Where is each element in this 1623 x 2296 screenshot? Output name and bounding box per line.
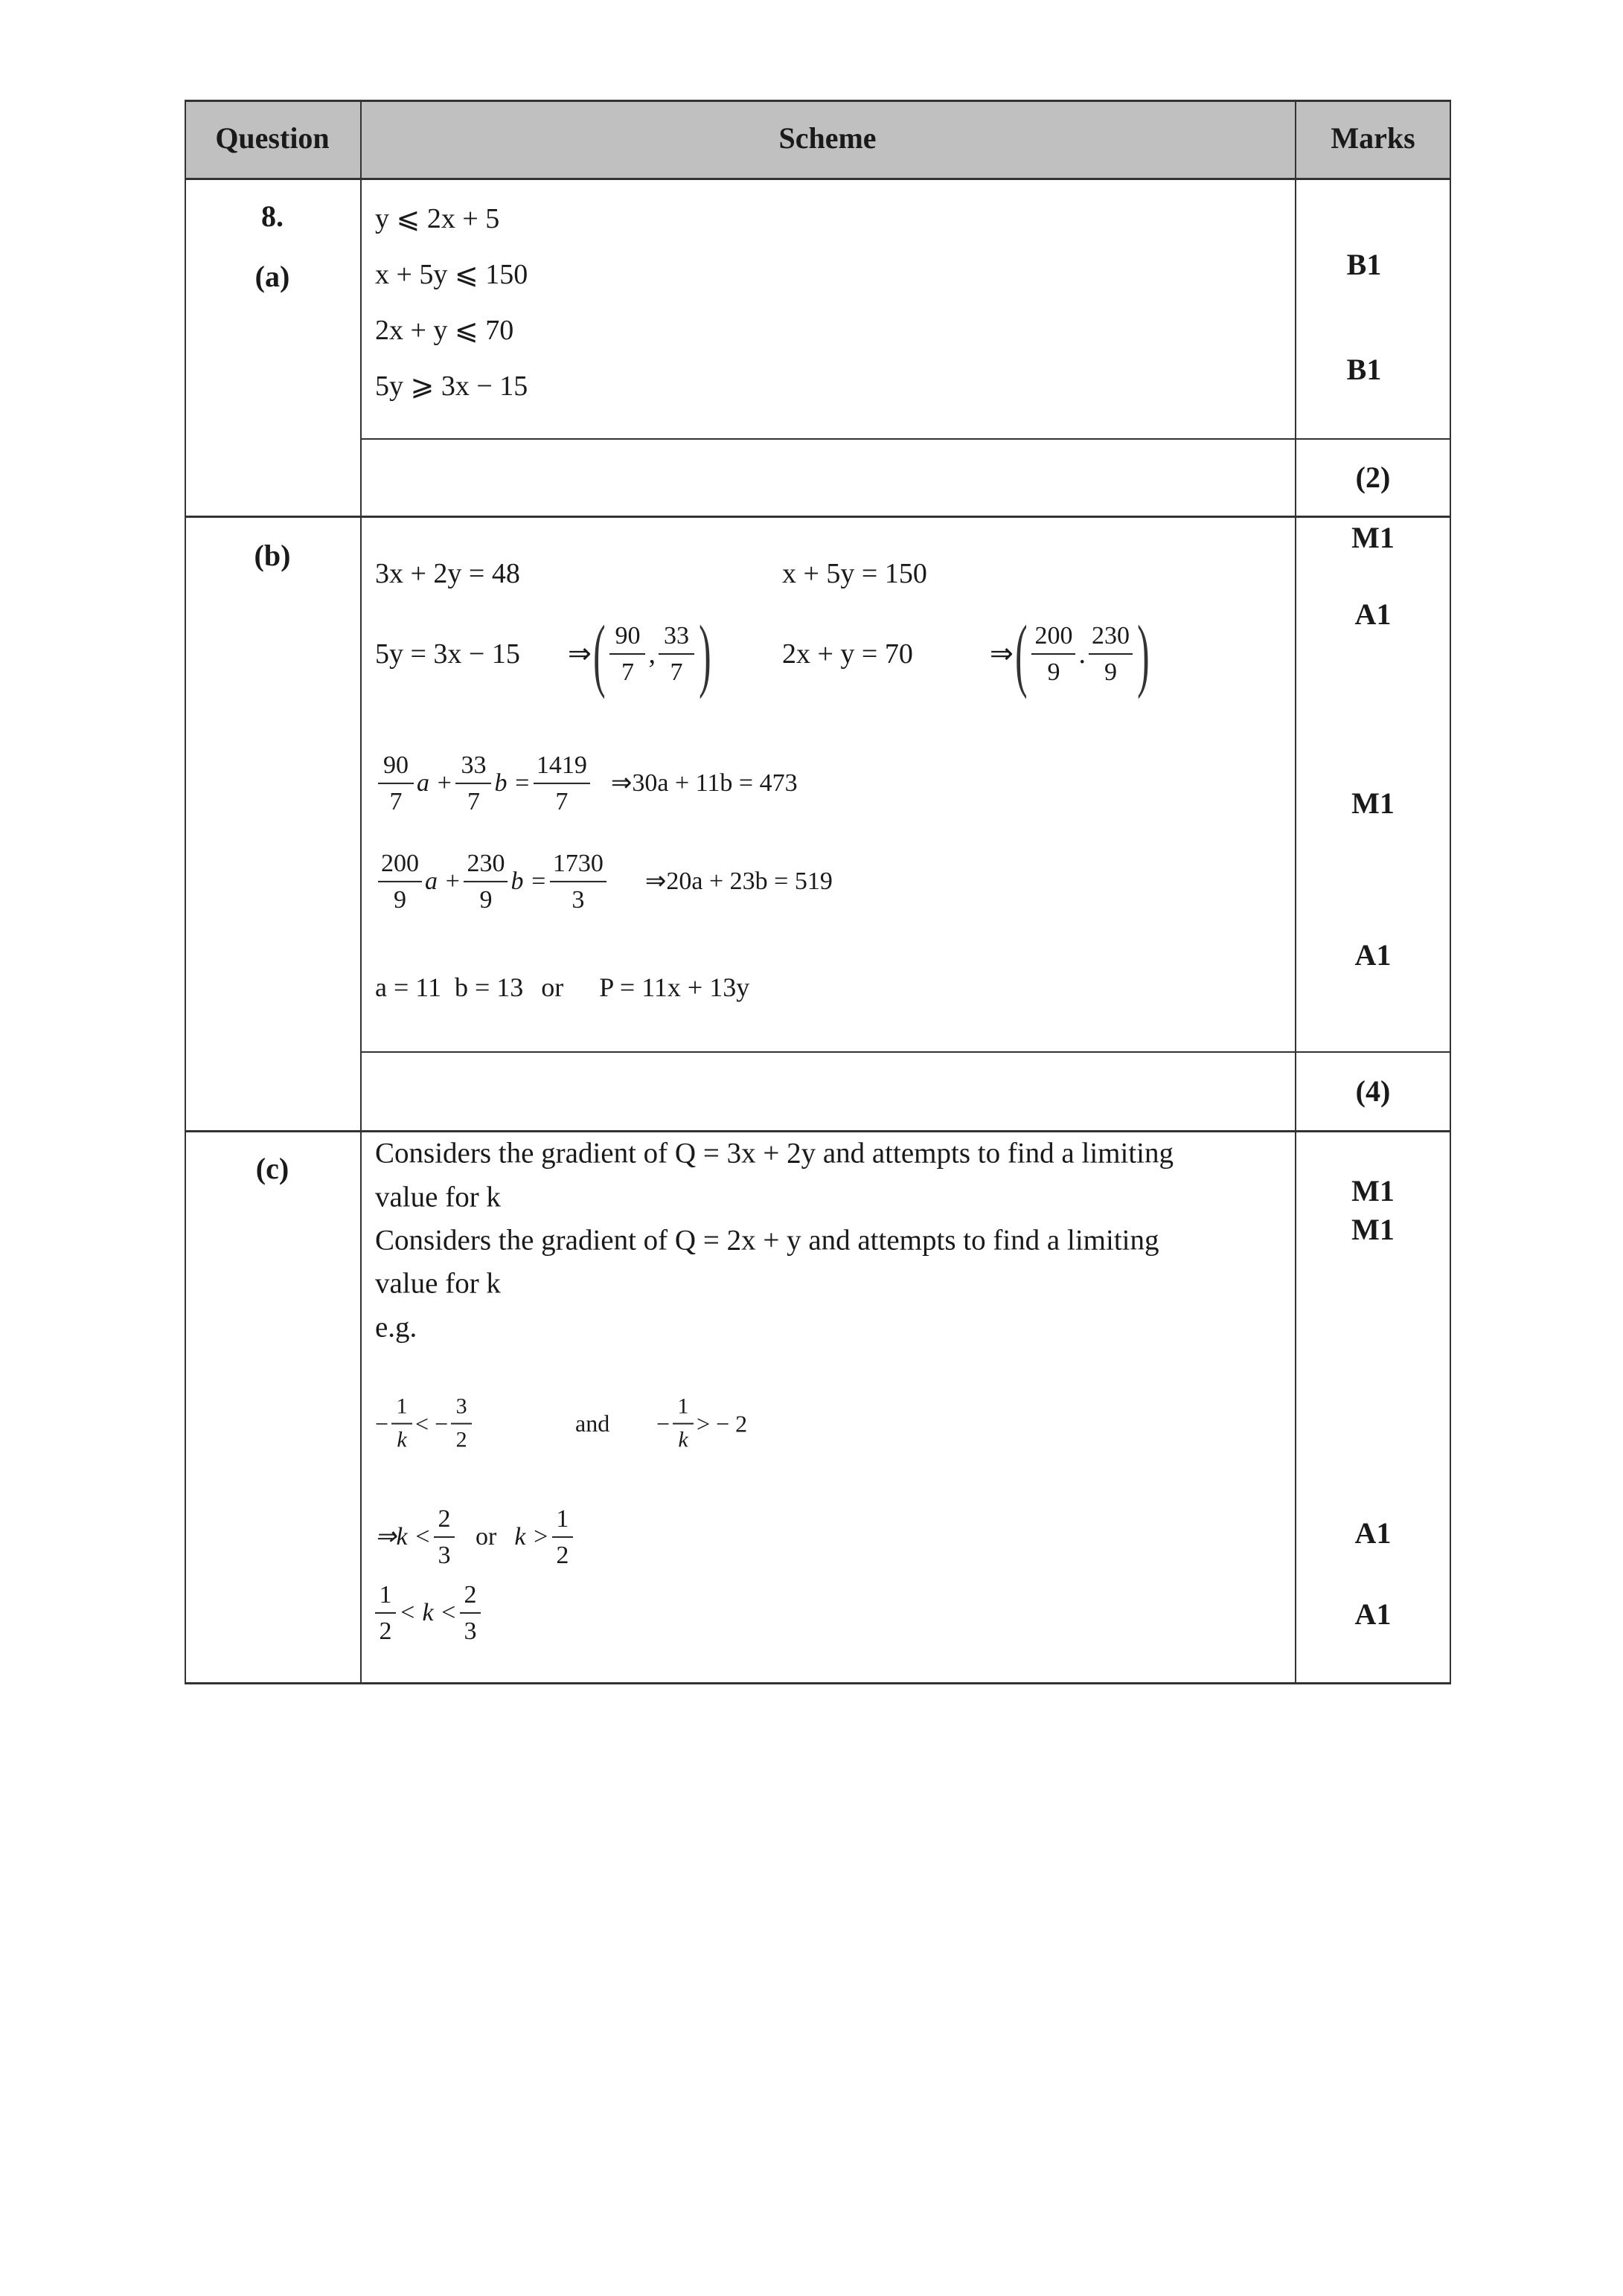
- or-text: or: [541, 972, 564, 1002]
- row-divider: [360, 1051, 1451, 1053]
- vertex-point-1: [568, 609, 713, 699]
- mark: M1: [1351, 786, 1395, 820]
- numerator: 230: [464, 849, 508, 882]
- explanation-line: Considers the gradient of Q = 2x + y and attempts to find a limiting: [375, 1224, 1159, 1257]
- paren: (: [592, 609, 606, 699]
- denominator: 7: [467, 788, 480, 815]
- numerator: 200: [1031, 621, 1075, 655]
- numerator: 2: [460, 1580, 481, 1614]
- explanation-line: e.g.: [375, 1311, 417, 1344]
- implies-arrow: ⇒: [990, 638, 1014, 670]
- paren: ): [699, 609, 711, 699]
- numerator: 230: [1089, 621, 1133, 655]
- answer: [375, 974, 749, 1001]
- col-border: [360, 100, 362, 1684]
- mark: M1: [1351, 521, 1395, 554]
- term: b =: [494, 769, 531, 797]
- and-text: and: [575, 1410, 610, 1437]
- mark: A1: [1354, 1597, 1392, 1631]
- numerator: 1: [552, 1504, 573, 1538]
- part-a-total: (2): [1355, 461, 1391, 494]
- row-divider: [185, 516, 1451, 518]
- or-text: or: [476, 1523, 497, 1551]
- denominator: 9: [1047, 658, 1060, 686]
- numerator: 200: [378, 849, 422, 882]
- numerator: 1: [375, 1580, 396, 1614]
- term: a +: [425, 868, 461, 895]
- denominator: 7: [670, 658, 683, 686]
- separator: .: [1078, 638, 1086, 670]
- denominator: 7: [389, 788, 403, 815]
- col-border: [185, 100, 186, 1684]
- denominator: k: [678, 1427, 688, 1452]
- explanation-line: Considers the gradient of Q = 3x + 2y and attempts to find a limiting: [375, 1137, 1174, 1170]
- denominator: 9: [479, 886, 493, 914]
- k-greater: k >: [514, 1523, 549, 1551]
- numerator: 1419: [534, 751, 590, 784]
- final-range: [372, 1580, 484, 1646]
- equation: x + 5y = 150: [782, 558, 927, 589]
- question-number: 8.: [261, 199, 284, 233]
- inequality: 5y ⩾ 3x − 15: [375, 371, 528, 402]
- numerator: 1730: [550, 849, 606, 882]
- operator: > − 2: [697, 1410, 748, 1437]
- mark: M1: [1351, 1174, 1395, 1208]
- part-a-label: (a): [255, 260, 290, 293]
- vertex-point-2: [990, 609, 1151, 699]
- denominator: 9: [394, 886, 406, 914]
- minus: −: [375, 1410, 389, 1437]
- denominator: 2: [455, 1427, 467, 1452]
- inequality-1: [375, 1394, 475, 1453]
- implies-arrow: ⇒: [568, 638, 592, 670]
- objective-equation-1: [375, 751, 798, 816]
- inequality: y ⩽ 2x + 5: [375, 203, 500, 234]
- mark: B1: [1346, 248, 1382, 281]
- explanation-line: value for k: [375, 1267, 501, 1300]
- mark: B1: [1346, 353, 1382, 386]
- table-border-bottom: [185, 1682, 1451, 1684]
- header-scheme: Scheme: [778, 121, 877, 155]
- mark: A1: [1354, 1516, 1392, 1550]
- numerator: 2: [434, 1504, 455, 1538]
- mark: A1: [1354, 597, 1392, 631]
- numerator: 33: [659, 621, 694, 655]
- inequality: 2x + y ⩽ 70: [375, 315, 514, 346]
- numerator: 90: [378, 751, 414, 784]
- result: ⇒20a + 23b = 519: [644, 868, 833, 895]
- numerator: 90: [609, 621, 645, 655]
- denominator: 2: [379, 1617, 392, 1645]
- operator: < k <: [399, 1599, 457, 1626]
- numerator: 1: [391, 1394, 412, 1425]
- term: a +: [417, 769, 453, 797]
- k-bounds: [375, 1504, 576, 1570]
- term: b =: [510, 868, 547, 895]
- separator: ,: [648, 638, 656, 670]
- objective-equation-2: [375, 849, 833, 914]
- inequality-2: [656, 1394, 747, 1453]
- denominator: 2: [556, 1542, 569, 1569]
- numerator: 1: [673, 1394, 694, 1425]
- denominator: 9: [1104, 658, 1117, 686]
- paren: (: [1014, 609, 1028, 699]
- equation: 2x + y = 70: [782, 638, 913, 670]
- header-divider: [185, 178, 1451, 180]
- inequality: x + 5y ⩽ 150: [375, 259, 528, 290]
- numerator: 3: [451, 1394, 472, 1425]
- header-question: Question: [215, 121, 330, 155]
- denominator: k: [397, 1427, 407, 1452]
- mark: M1: [1351, 1213, 1395, 1246]
- denominator: 3: [464, 1617, 477, 1645]
- denominator: 3: [438, 1542, 451, 1569]
- operator: < −: [415, 1410, 449, 1437]
- row-divider: [360, 438, 1451, 440]
- minus: −: [656, 1410, 670, 1437]
- equation: 5y = 3x − 15: [375, 638, 520, 670]
- col-border: [1295, 100, 1296, 1684]
- objective-function: P = 11x + 13y: [599, 972, 750, 1002]
- paren: ): [1137, 609, 1150, 699]
- equation: 3x + 2y = 48: [375, 558, 520, 589]
- col-border: [1450, 100, 1451, 1684]
- denominator: 7: [621, 658, 634, 686]
- result: ⇒30a + 11b = 473: [610, 769, 798, 797]
- header-marks: Marks: [1331, 121, 1415, 155]
- numerator: 33: [455, 751, 491, 784]
- answer-values: a = 11 b = 13: [375, 972, 524, 1002]
- implies-k-less: ⇒k <: [375, 1523, 432, 1551]
- table-border-top: [185, 100, 1451, 102]
- explanation-line: value for k: [375, 1181, 501, 1213]
- row-divider: [185, 1130, 1451, 1132]
- part-b-total: (4): [1355, 1074, 1391, 1108]
- denominator: 3: [572, 886, 585, 914]
- part-b-label: (b): [254, 539, 291, 572]
- part-c-label: (c): [255, 1152, 289, 1185]
- denominator: 7: [555, 788, 569, 815]
- mark: A1: [1354, 938, 1392, 972]
